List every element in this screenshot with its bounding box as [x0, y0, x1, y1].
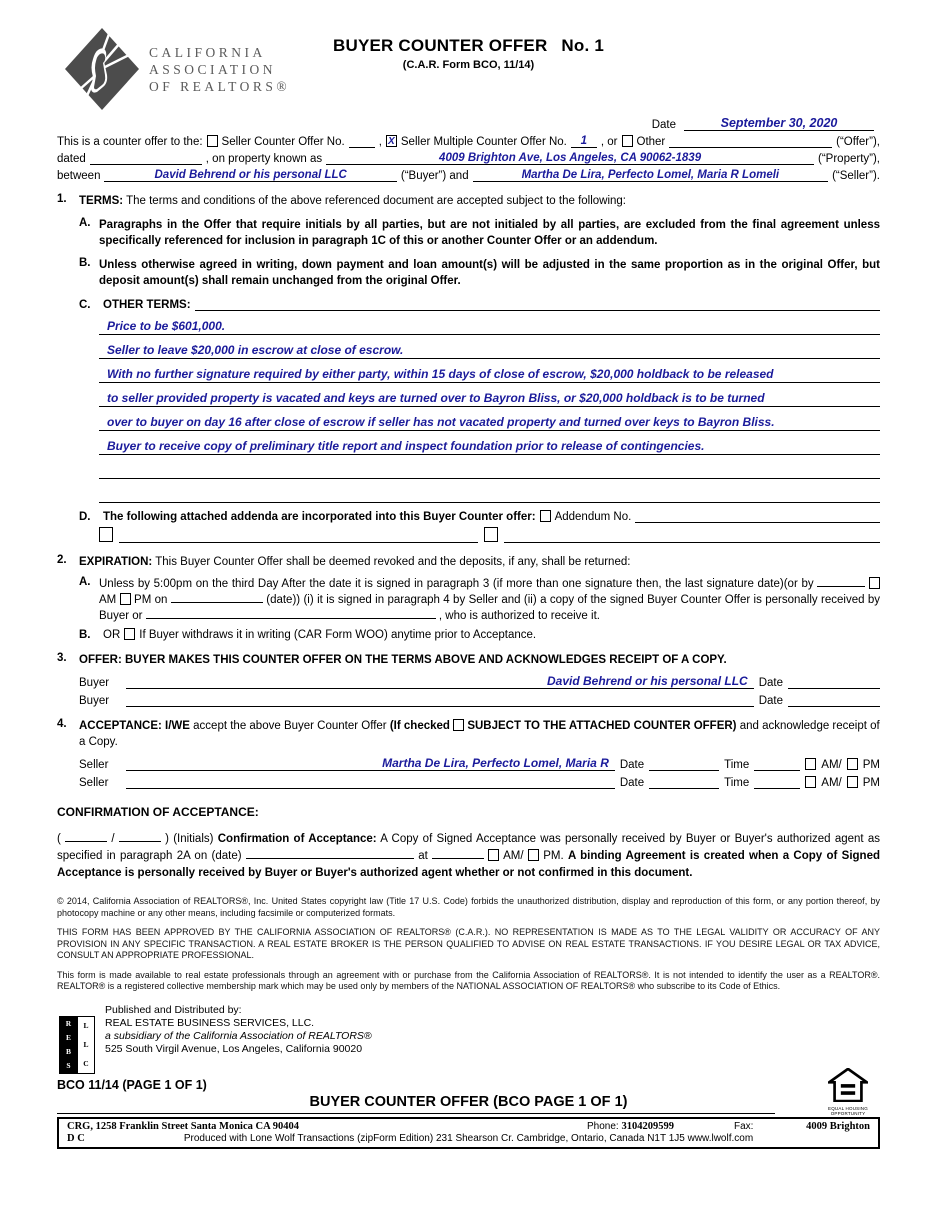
clause-1b: [79, 257, 880, 289]
buyer-label-2: Buyer: [79, 695, 110, 707]
seller1-pm-label: PM: [862, 759, 880, 771]
clause-2b-label: B.: [79, 629, 91, 641]
footer-rule: [57, 1113, 775, 1114]
seller1-am-label: AM/: [821, 759, 842, 771]
seller1-signature-line[interactable]: [126, 756, 615, 771]
clause-1c: [79, 298, 880, 311]
footer-title-row: [57, 1094, 880, 1114]
initials-open-paren: (: [57, 833, 61, 845]
section-4-subject-label: SUBJECT TO THE ATTACHED COUNTER OFFER): [467, 720, 737, 732]
other-terms-line-3[interactable]: [99, 359, 880, 383]
publisher-address-line: 525 South Virgil Avenue, Los Angeles, California 90020: [105, 1042, 363, 1055]
addendum-extra-field-1[interactable]: [119, 530, 478, 543]
expiration-am-label: AM: [99, 594, 117, 606]
produced-by-line: Produced with Lone Wolf Transactions (zipForm Edition) 231 Shearson Cr. Cambridge, Ontario, Canada N1T 1J5 www.lwolf.com: [183, 1132, 754, 1144]
rebs-letter: R: [65, 1019, 72, 1028]
seller2-am-label: AM/: [821, 777, 842, 789]
clause-1c-label: C.: [79, 299, 91, 311]
expiration-pm-checkbox[interactable]: [120, 593, 131, 605]
seller-paren-label: (“Seller”).: [832, 170, 880, 182]
footer-phone-fax: [397, 1121, 775, 1132]
withdrawal-checkbox[interactable]: [124, 628, 135, 640]
buyer-label-1: Buyer: [79, 677, 110, 689]
footer-box: [57, 1117, 880, 1149]
section-3-number: 3.: [57, 652, 67, 664]
initials-close-paren: ) (Initials): [165, 833, 214, 845]
intro-line-3: [57, 169, 880, 182]
buyer2-date-field[interactable]: [788, 693, 880, 707]
seller2-date-label: Date: [619, 777, 645, 789]
rebs-letter: C: [83, 1058, 89, 1068]
form-header: [57, 26, 880, 114]
agent-initials: D C: [67, 1132, 85, 1144]
expiration-date-field[interactable]: [171, 602, 263, 603]
section-4-text-2: and acknowledge receipt of a Copy.: [79, 720, 880, 748]
form-title-number: No. 1: [561, 36, 604, 55]
addendum-extra-checkbox-1[interactable]: [99, 527, 113, 542]
intro-line-2: [57, 152, 880, 165]
clause-1b-text: Unless otherwise agreed in writing, down payment and loan amount(s) will be adjusted in the same proportion as in the original Offer, but deposit amount(s) shall remain unchanged from the original Offer.: [99, 259, 880, 287]
dated-label: dated: [57, 153, 86, 165]
section-2-title: EXPIRATION:: [79, 556, 153, 568]
section-2-number: 2.: [57, 554, 67, 566]
authorized-receiver-field[interactable]: [146, 618, 436, 619]
clause-1d: [79, 510, 880, 523]
intro-or-label: , or: [600, 136, 618, 148]
subject-to-counter-checkbox[interactable]: [453, 719, 464, 731]
clause-1b-label: B.: [79, 257, 91, 269]
expiration-am-checkbox[interactable]: [869, 577, 880, 589]
footer-row-1: [67, 1121, 870, 1132]
seller2-time-label: Time: [724, 777, 750, 789]
other-terms-line-8[interactable]: [99, 479, 880, 503]
section-1-terms: [57, 193, 880, 543]
offer-paren-label: (“Offer”),: [836, 136, 880, 148]
buyer1-date-label: Date: [758, 677, 783, 689]
availability-disclaimer: This form is made available to real estate professionals through an agreement with or purchase from the California Association of REALTORS®. It is not intended to identify the user as a REALTOR®. REALTOR® is a registered collective membership mark which may be used only by members of the NATIONAL ASSOCIATION OF REALTORS® who subscribe to its Code of Ethics.: [57, 969, 880, 991]
section-4-acceptance: [57, 718, 880, 789]
other-terms-text-2: Seller to leave $20,000 in escrow at close of escrow.: [107, 343, 404, 357]
seller-signature-row-2: [79, 774, 880, 789]
buyer1-signature-text: David Behrend or his personal LLC: [547, 674, 748, 688]
seller1-date-label: Date: [619, 759, 645, 771]
seller2-signature-line[interactable]: [126, 774, 615, 789]
confirmation-time-field[interactable]: [432, 858, 484, 859]
seller1-pm-checkbox[interactable]: [847, 758, 858, 770]
confirmation-paragraph: [57, 831, 880, 882]
agent-address: CRG, 1258 Franklin Street Santa Monica CA 90404: [67, 1120, 299, 1132]
property-paren-label: (“Property”),: [818, 153, 880, 165]
seller1-date-field[interactable]: [649, 757, 719, 771]
seller1-am-checkbox[interactable]: [805, 758, 816, 770]
section-1-title: TERMS:: [79, 195, 124, 207]
clause-1a: [79, 217, 880, 249]
other-terms-line-7[interactable]: [99, 455, 880, 479]
between-label: between: [57, 170, 101, 182]
multiple-counter-offer-label: Seller Multiple Counter Offer No.: [400, 136, 567, 148]
multiple-counter-offer-number-field[interactable]: 1: [571, 135, 597, 148]
section-1-intro-text: The terms and conditions of the above referenced document are accepted subject to the following:: [126, 195, 627, 207]
seller1-time-label: Time: [724, 759, 750, 771]
other-terms-text-6: Buyer to receive copy of preliminary title report and inspect foundation prior to release of contingencies.: [107, 439, 705, 453]
other-offer-field[interactable]: [669, 135, 832, 148]
other-terms-text-4: to seller provided property is vacated and keys are turned over to Bayron Bliss, or $20,000 holdback is to be turned: [107, 391, 765, 405]
other-terms-text-1: Price to be $601,000.: [107, 319, 226, 333]
section-4-if-checked-label: (If checked: [389, 720, 450, 732]
seller-signature-row-1: [79, 756, 880, 771]
publisher-text: [105, 1003, 372, 1074]
confirmation-title: CONFIRMATION OF ACCEPTANCE:: [57, 805, 259, 819]
buyer-paren-label: (“Buyer”) and: [400, 170, 469, 182]
known-as-label: , on property known as: [205, 153, 323, 165]
seller2-time-field[interactable]: [754, 775, 800, 789]
buyer-signature-row-2: [79, 692, 880, 707]
section-4-heading: [79, 718, 880, 750]
other-offer-label: Other: [636, 136, 666, 148]
form-title: [57, 36, 880, 56]
addendum-number-label: Addendum No.: [554, 511, 632, 523]
clause-2b: [79, 628, 880, 641]
equal-housing-icon: [828, 1068, 868, 1102]
confirmation-am-label: AM/: [503, 850, 524, 862]
form-title-text: BUYER COUNTER OFFER: [333, 36, 548, 55]
seller2-pm-checkbox[interactable]: [847, 776, 858, 788]
seller-counter-offer-number-field[interactable]: [349, 135, 375, 148]
publisher-company-line: REAL ESTATE BUSINESS SERVICES, LLC.: [105, 1016, 315, 1029]
rebs-logo: [59, 1016, 95, 1074]
other-terms-heading-line[interactable]: [195, 298, 880, 311]
section-2-expiration: [57, 554, 880, 641]
fax-label: Fax:: [733, 1120, 754, 1132]
confirmation-pm-label: PM.: [543, 850, 564, 862]
logo-text-line-3: OF REALTORS®: [149, 78, 291, 94]
published-by-line: Published and Distributed by:: [105, 1003, 242, 1016]
logo-text-line-2: ASSOCIATION: [149, 61, 277, 77]
intro-comma: ,: [378, 136, 382, 148]
confirmation-bold-text: A binding Agreement is created when a Copy of Signed Acceptance is personally received by Buyer or Buyer's authorized agent whether or not confirmed in this document.: [57, 850, 880, 879]
dated-field[interactable]: [90, 152, 202, 165]
addendum-extra-checkbox-2[interactable]: [484, 527, 498, 542]
clause-2b-or-label: OR: [103, 629, 121, 641]
section-3-title: OFFER: BUYER MAKES THIS COUNTER OFFER ON THE TERMS ABOVE AND ACKNOWLEDGES RECEIPT OF A COPY.: [79, 654, 727, 666]
equal-housing-label: EQUAL HOUSING OPPORTUNITY: [828, 1105, 868, 1116]
section-4-text-1: accept the above Buyer Counter Offer: [193, 720, 387, 732]
seller-label-1: Seller: [79, 759, 109, 771]
phone-label: Phone:: [587, 1120, 619, 1132]
rebs-letter: L: [83, 1021, 89, 1031]
seller1-signature-text: Martha De Lira, Perfecto Lomel, Maria R: [382, 756, 609, 770]
clause-2a-text-2: (date)) (i) it is signed in paragraph 4 by Seller and (ii) a copy of the signed Buyer Counter Offer is personally received by Buyer or: [99, 594, 881, 622]
seller-counter-offer-checkbox[interactable]: [207, 135, 218, 147]
addendum-checkbox[interactable]: [540, 510, 551, 522]
clause-2a-label: A.: [79, 576, 91, 588]
confirmation-date-field[interactable]: [246, 858, 414, 859]
other-terms-line-6[interactable]: [99, 431, 880, 455]
other-offer-checkbox[interactable]: [622, 135, 633, 147]
initials-field-1[interactable]: [65, 841, 107, 842]
seller-label-2: Seller: [79, 777, 109, 789]
section-4-title: ACCEPTANCE: I/WE: [79, 720, 190, 732]
clause-1a-text: Paragraphs in the Offer that require initials by all parties, but are not initialed by all parties, are excluded from the final agreement unless specifically referenced for inclusion in paragraph 1C of this or another Counter Offer or an addendum.: [99, 219, 880, 247]
date-field[interactable]: September 30, 2020: [684, 116, 874, 131]
rebs-letter: E: [65, 1033, 71, 1042]
expiration-time-field[interactable]: [817, 586, 865, 587]
publisher-subsidiary-line: a subsidiary of the California Association of REALTORS®: [105, 1029, 372, 1042]
intro-prefix: This is a counter offer to the:: [57, 136, 203, 148]
clause-1d-label: D.: [79, 511, 91, 523]
buyer2-signature-line[interactable]: [126, 692, 754, 707]
seller2-am-checkbox[interactable]: [805, 776, 816, 788]
other-terms-text-5: over to buyer on day 16 after close of escrow if seller has not vacated property and turned over keys to Bayron Bliss.: [107, 415, 775, 429]
form-subtitle: (C.A.R. Form BCO, 11/14): [402, 59, 535, 71]
section-1-number: 1.: [57, 193, 67, 205]
clause-2a-text: [99, 576, 880, 624]
rebs-letter: S: [66, 1061, 71, 1070]
addendum-extra-field-2[interactable]: [504, 530, 880, 543]
expiration-pm-label: PM on: [134, 594, 168, 606]
buyer-signature-row-1: [79, 674, 880, 689]
confirmation-am-checkbox[interactable]: [488, 849, 499, 861]
clause-1d-text: The following attached addenda are incorporated into this Buyer Counter offer:: [103, 511, 536, 523]
buyer-name-field[interactable]: David Behrend or his personal LLC: [104, 169, 396, 182]
confirmation-text-1: A Copy of Signed Acceptance was personally received by Buyer or Buyer's authorized agent as specified in paragraph 2A on (date): [57, 833, 881, 862]
multiple-counter-offer-checkbox[interactable]: X: [386, 135, 397, 147]
buyer1-signature-line[interactable]: [126, 674, 754, 689]
rebs-letter: L: [83, 1039, 89, 1049]
date-row: [57, 116, 880, 131]
other-terms-text-3: With no further signature required by either party, within 15 days of close of escrow, $20,000 holdback to be released: [107, 367, 774, 381]
confirmation-bold-label: Confirmation of Acceptance:: [217, 833, 377, 845]
buyer1-date-field[interactable]: [788, 675, 880, 689]
seller1-time-field[interactable]: [754, 757, 800, 771]
footer-reference: 4009 Brighton: [806, 1120, 870, 1132]
clause-2a-text-1: Unless by 5:00pm on the third Day After the date it is signed in paragraph 3 (if more than one signature then, the last signature date)(or by: [99, 578, 814, 590]
clause-2a-text-3: , who is authorized to receive it.: [438, 610, 600, 622]
rebs-logo-right-column: [77, 1017, 94, 1073]
section-4-number: 4.: [57, 718, 67, 730]
form-title-block: [57, 36, 880, 71]
clause-2a: [79, 576, 880, 624]
section-1-heading: [79, 193, 880, 209]
intro-line-1: [57, 135, 880, 148]
buyer2-date-label: Date: [758, 695, 783, 707]
seller-counter-offer-label: Seller Counter Offer No.: [221, 136, 345, 148]
initials-slash: /: [111, 833, 115, 845]
footer-title: BUYER COUNTER OFFER (BCO PAGE 1 OF 1): [309, 1093, 628, 1110]
section-2-intro-text: This Buyer Counter Offer shall be deemed revoked and the deposits, if any, shall be returned:: [155, 556, 631, 568]
confirmation-at-label: at: [418, 850, 428, 862]
other-terms-line-4[interactable]: [99, 383, 880, 407]
publisher-block: [57, 1003, 880, 1074]
footer-row-2: [67, 1133, 870, 1144]
seller2-date-field[interactable]: [649, 775, 719, 789]
form-code: BCO 11/14 (PAGE 1 OF 1): [57, 1077, 207, 1092]
logo-text-line-1: CALIFORNIA: [149, 44, 266, 60]
other-terms-line-1[interactable]: [99, 311, 880, 335]
confirmation-pm-checkbox[interactable]: [528, 849, 539, 861]
seller2-pm-label: PM: [862, 777, 880, 789]
equal-housing-block: [822, 1068, 874, 1116]
addendum-number-field[interactable]: [635, 510, 880, 523]
phone-value: 3104209599: [621, 1120, 674, 1132]
clause-1d-extra-row: [99, 527, 880, 543]
section-2-heading: [79, 554, 880, 570]
other-terms-line-2[interactable]: [99, 335, 880, 359]
clause-1a-label: A.: [79, 217, 91, 229]
property-address-field[interactable]: 4009 Brighton Ave, Los Angeles, CA 90062-1839: [326, 152, 814, 165]
rebs-logo-left-column: [60, 1017, 77, 1073]
clause-2b-text: If Buyer withdraws it in writing (CAR Form WOO) anytime prior to Acceptance.: [139, 629, 537, 641]
approval-disclaimer: THIS FORM HAS BEEN APPROVED BY THE CALIFORNIA ASSOCIATION OF REALTORS® (C.A.R.). NO REPRESENTATION IS MADE AS TO THE LEGAL VALIDITY OR ACCURACY OF ANY PROVISION IN ANY SPECIFIC TRANSACTION. A REAL ESTATE BROKER IS THE PERSON QUALIFIED TO ADVISE ON REAL ESTATE TRANSACTIONS. IF YOU DESIRE LEGAL OR TAX ADVICE, CONSULT AN APPROPRIATE PROFESSIONAL.: [57, 927, 880, 960]
phone-block: [587, 1121, 674, 1132]
copyright-notice: © 2014, California Association of REALTORS®, Inc. United States copyright law (Title 17 U.S. Code) forbids the unauthorized distribution, display and reproduction of this form, or any portion thereof, by photocopy machine or any other means, including facsimile or computerized formats.: [57, 896, 880, 918]
rebs-letter: B: [65, 1047, 71, 1056]
seller-name-field[interactable]: Martha De Lira, Perfecto Lomel, Maria R Lomeli: [473, 169, 828, 182]
date-label: Date: [651, 119, 676, 131]
initials-field-2[interactable]: [119, 841, 161, 842]
section-3-offer: [57, 652, 880, 707]
other-terms-line-5[interactable]: [99, 407, 880, 431]
other-terms-title: OTHER TERMS:: [103, 299, 191, 311]
